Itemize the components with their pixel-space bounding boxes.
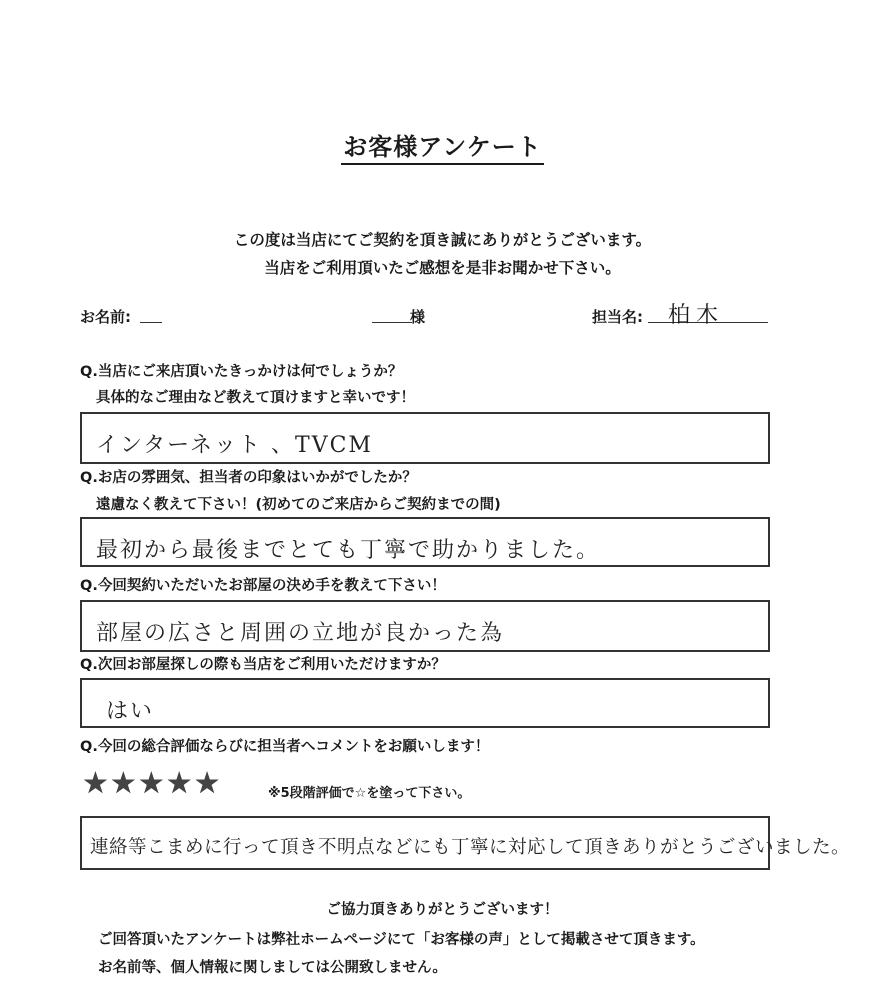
rating-star-icon[interactable]: ★ bbox=[82, 766, 110, 801]
staff-field[interactable]: 柏木 bbox=[668, 303, 725, 328]
answer-box-3[interactable] bbox=[80, 600, 770, 652]
intro-line-1: この度は当店にてご契約を頂き誠にありがとうございます。 bbox=[233, 231, 652, 249]
answer-3-text: 部屋の広さと周囲の立地が良かった為 bbox=[96, 621, 505, 646]
intro-line-2: 当店をご利用頂いたご感想を是非お聞かせ下さい。 bbox=[264, 259, 621, 277]
rating-star-icon[interactable]: ★ bbox=[193, 766, 222, 801]
question-2: Q.お店の雰囲気、担当者の印象はいかがでしたか？ bbox=[80, 470, 417, 486]
rating-star-icon[interactable]: ★ bbox=[165, 766, 194, 801]
answer-box-2[interactable] bbox=[80, 517, 770, 567]
question-5: Q.今回の総合評価ならびに担当者へコメントをお願いします！ bbox=[80, 739, 490, 755]
question-3: Q.今回契約いただいたお部屋の決め手を教えて下さい！ bbox=[80, 578, 446, 594]
footer-line-1: ご回答頂いたアンケートは弊社ホームページにて「お客様の声」として掲載させて頂きます。 bbox=[98, 932, 705, 948]
answer-box-1[interactable] bbox=[80, 412, 770, 464]
star-rating[interactable] bbox=[82, 766, 222, 801]
rating-note: ※5段階評価で☆を塗って下さい。 bbox=[268, 786, 471, 801]
question-1-sub: 具体的なご理由など教えて頂けますと幸いです！ bbox=[96, 390, 415, 406]
answer-5-text: 連絡等こまめに行って頂き不明点などにも丁寧に対応して頂きありがとうございました。 bbox=[90, 837, 851, 858]
footer-thanks: ご協力頂きありがとうございます！ bbox=[326, 902, 559, 918]
rating-star-icon[interactable]: ★ bbox=[137, 766, 166, 801]
staff-label: 担当名: bbox=[592, 308, 643, 326]
name-label: お名前: bbox=[80, 308, 131, 326]
footer-line-2: お名前等、個人情報に関しましては公開致しません。 bbox=[98, 960, 447, 976]
answer-1-text: インターネット 、TVCM bbox=[96, 433, 373, 458]
question-4: Q.次回お部屋探しの際も当店をご利用いただけますか？ bbox=[80, 657, 446, 673]
answer-2-text: 最初から最後までとても丁寧で助かりました。 bbox=[96, 538, 601, 563]
name-field[interactable] bbox=[160, 304, 370, 324]
answer-4-text: はい bbox=[106, 699, 155, 724]
question-2-sub: 遠慮なく教えて下さい！(初めてのご来店からご契約までの間) bbox=[96, 497, 501, 513]
question-1: Q.当店にご来店頂いたきっかけは何でしょうか？ bbox=[80, 364, 403, 380]
honorific-label: 様 bbox=[410, 308, 426, 326]
answer-box-5[interactable] bbox=[80, 816, 851, 870]
name-underline-right bbox=[372, 322, 412, 323]
form-title: お客様アンケート bbox=[0, 127, 885, 162]
answer-box-4[interactable] bbox=[80, 678, 770, 728]
rating-star-icon[interactable]: ★ bbox=[109, 766, 138, 801]
name-underline-left bbox=[140, 322, 162, 323]
